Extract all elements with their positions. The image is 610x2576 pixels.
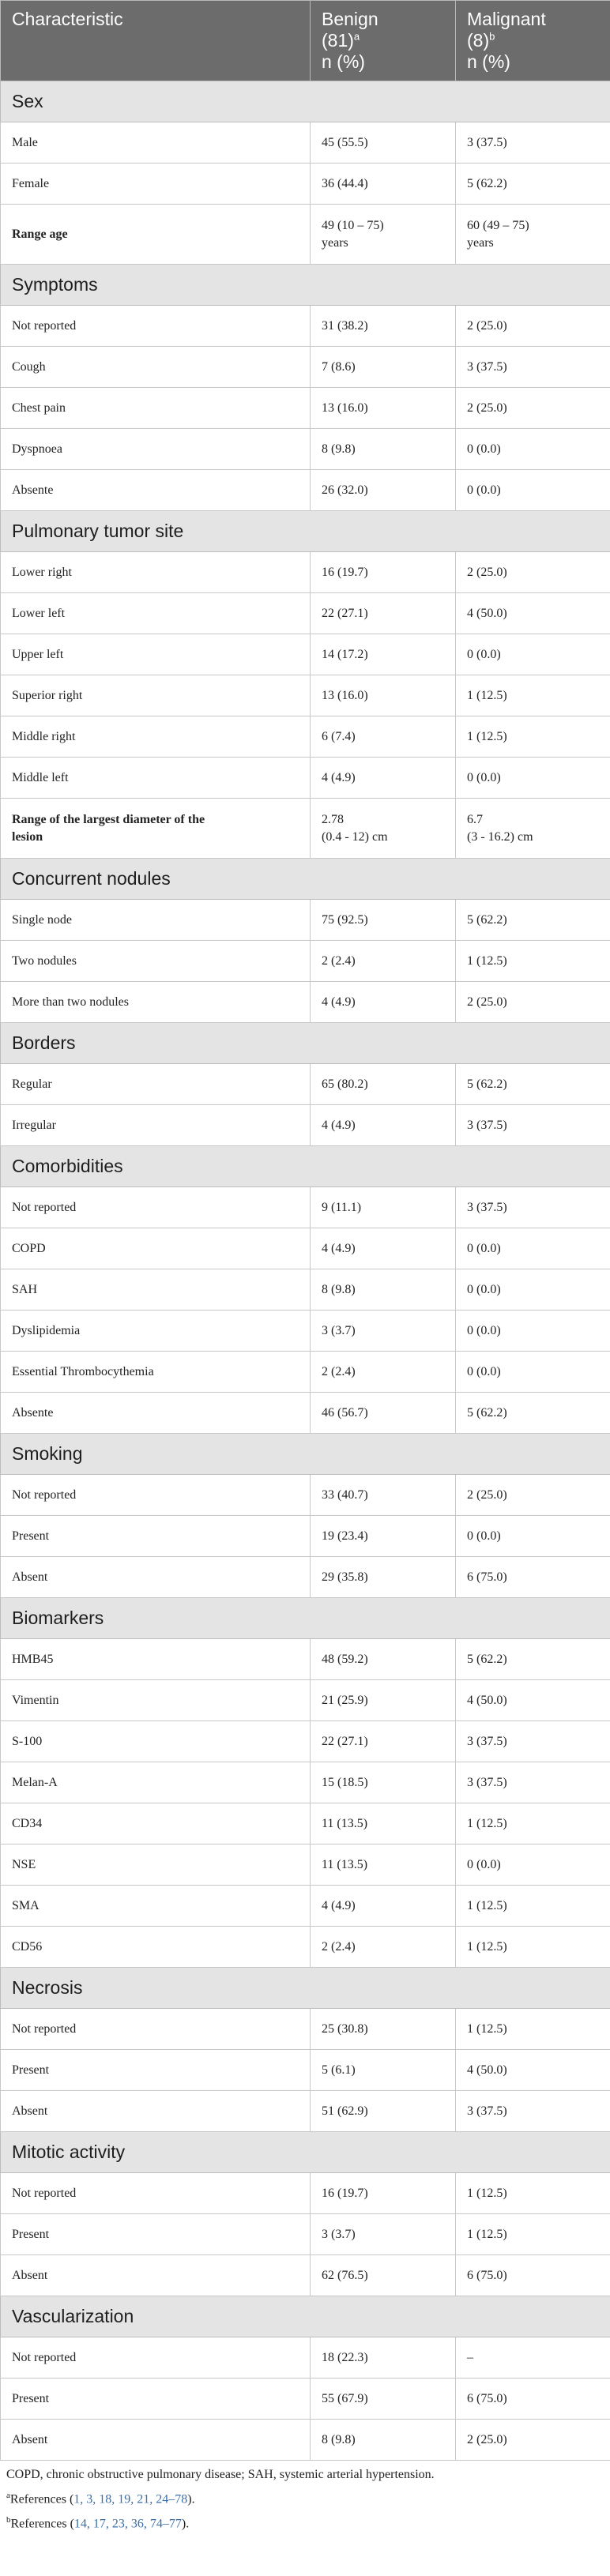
benign-value: 18 (22.3) bbox=[311, 2337, 456, 2379]
row-label: Female bbox=[1, 164, 311, 205]
section-header-row bbox=[1, 1434, 610, 1475]
header-benign-count: (81) bbox=[322, 30, 354, 51]
row-label: Not reported bbox=[1, 306, 311, 347]
benign-value: 16 (19.7) bbox=[311, 2173, 456, 2214]
section-title: Symptoms bbox=[1, 265, 610, 306]
benign-value: 22 (27.1) bbox=[311, 593, 456, 634]
footnote-a-mark: a bbox=[6, 2491, 10, 2500]
benign-value: 75 (92.5) bbox=[311, 900, 456, 941]
table-row bbox=[1, 1721, 610, 1762]
section-title: Comorbidities bbox=[1, 1146, 610, 1187]
table-row bbox=[1, 799, 610, 859]
malignant-value: 6.7 (3 - 16.2) cm bbox=[456, 799, 610, 859]
malignant-value: 3 (37.5) bbox=[456, 122, 610, 164]
benign-value: 8 (9.8) bbox=[311, 2420, 456, 2461]
footnote-a bbox=[6, 2487, 604, 2508]
table-row bbox=[1, 634, 610, 675]
benign-value: 55 (67.9) bbox=[311, 2379, 456, 2420]
table-row bbox=[1, 2173, 610, 2214]
table-row bbox=[1, 1475, 610, 1516]
row-label: Present bbox=[1, 2214, 311, 2255]
table-row bbox=[1, 2050, 610, 2091]
table-row bbox=[1, 1762, 610, 1803]
benign-value: 31 (38.2) bbox=[311, 306, 456, 347]
row-label: Melan-A bbox=[1, 1762, 311, 1803]
malignant-value: 4 (50.0) bbox=[456, 2050, 610, 2091]
row-label: Upper left bbox=[1, 634, 311, 675]
section-header-row bbox=[1, 81, 610, 122]
table-row bbox=[1, 388, 610, 429]
row-label: Present bbox=[1, 2379, 311, 2420]
table-row bbox=[1, 164, 610, 205]
table-row bbox=[1, 1311, 610, 1352]
table-row bbox=[1, 2337, 610, 2379]
header-benign-unit: n (%) bbox=[322, 51, 365, 72]
benign-value: 13 (16.0) bbox=[311, 388, 456, 429]
malignant-value: 0 (0.0) bbox=[456, 634, 610, 675]
row-label: Vimentin bbox=[1, 1680, 311, 1721]
table-row bbox=[1, 1105, 610, 1146]
section-header-row bbox=[1, 1598, 610, 1639]
benign-value: 29 (35.8) bbox=[311, 1557, 456, 1598]
benign-value: 8 (9.8) bbox=[311, 1269, 456, 1311]
row-label: Cough bbox=[1, 347, 311, 388]
malignant-value: 1 (12.5) bbox=[456, 2009, 610, 2050]
table-row bbox=[1, 1187, 610, 1228]
section-title: Smoking bbox=[1, 1434, 610, 1475]
row-label: COPD bbox=[1, 1228, 311, 1269]
footnote-b-references[interactable]: 14, 17, 23, 36, 74–77 bbox=[73, 2517, 182, 2531]
malignant-value: 3 (37.5) bbox=[456, 1721, 610, 1762]
table-row bbox=[1, 306, 610, 347]
benign-value: 5 (6.1) bbox=[311, 2050, 456, 2091]
benign-value: 9 (11.1) bbox=[311, 1187, 456, 1228]
table-row bbox=[1, 1228, 610, 1269]
benign-value: 2 (2.4) bbox=[311, 1352, 456, 1393]
section-header-row bbox=[1, 859, 610, 900]
footnote-a-references[interactable]: 1, 3, 18, 19, 21, 24–78 bbox=[73, 2492, 188, 2506]
benign-value: 62 (76.5) bbox=[311, 2255, 456, 2296]
benign-value: 25 (30.8) bbox=[311, 2009, 456, 2050]
benign-value: 48 (59.2) bbox=[311, 1639, 456, 1680]
malignant-value: 5 (62.2) bbox=[456, 1393, 610, 1434]
footnotes bbox=[0, 2461, 610, 2533]
row-label: Two nodules bbox=[1, 941, 311, 982]
footnote-abbreviations: COPD, chronic obstructive pulmonary disease; SAH, systemic arterial hypertension. bbox=[6, 2468, 435, 2481]
header-malignant-count: (8) bbox=[467, 30, 490, 51]
malignant-value: 5 (62.2) bbox=[456, 1639, 610, 1680]
malignant-value: 1 (12.5) bbox=[456, 2173, 610, 2214]
benign-value: 13 (16.0) bbox=[311, 675, 456, 716]
table-row bbox=[1, 2420, 610, 2461]
header-malignant bbox=[456, 1, 610, 81]
benign-value: 45 (55.5) bbox=[311, 122, 456, 164]
benign-value: 33 (40.7) bbox=[311, 1475, 456, 1516]
malignant-value: 1 (12.5) bbox=[456, 716, 610, 758]
section-title: Sex bbox=[1, 81, 610, 122]
row-label: Irregular bbox=[1, 1105, 311, 1146]
malignant-value: 3 (37.5) bbox=[456, 2091, 610, 2132]
table-row bbox=[1, 2214, 610, 2255]
table-row bbox=[1, 205, 610, 265]
malignant-value: 0 (0.0) bbox=[456, 1311, 610, 1352]
table-row bbox=[1, 941, 610, 982]
row-label: Not reported bbox=[1, 2173, 311, 2214]
table-row bbox=[1, 2379, 610, 2420]
malignant-value: 4 (50.0) bbox=[456, 1680, 610, 1721]
malignant-value: 6 (75.0) bbox=[456, 2255, 610, 2296]
malignant-value: 0 (0.0) bbox=[456, 429, 610, 470]
malignant-value: 2 (25.0) bbox=[456, 388, 610, 429]
malignant-value: 6 (75.0) bbox=[456, 2379, 610, 2420]
section-header-row bbox=[1, 1023, 610, 1064]
malignant-value: 0 (0.0) bbox=[456, 1352, 610, 1393]
row-label: Absente bbox=[1, 470, 311, 511]
table-row bbox=[1, 1064, 610, 1105]
row-label: SAH bbox=[1, 1269, 311, 1311]
malignant-value: 3 (37.5) bbox=[456, 347, 610, 388]
benign-value: 6 (7.4) bbox=[311, 716, 456, 758]
malignant-value: 1 (12.5) bbox=[456, 941, 610, 982]
benign-value: 36 (44.4) bbox=[311, 164, 456, 205]
row-label: Absent bbox=[1, 2091, 311, 2132]
benign-value: 26 (32.0) bbox=[311, 470, 456, 511]
benign-value: 3 (3.7) bbox=[311, 2214, 456, 2255]
row-label: Dyslipidemia bbox=[1, 1311, 311, 1352]
malignant-value: 60 (49 – 75) years bbox=[456, 205, 610, 265]
table-row bbox=[1, 675, 610, 716]
table-row bbox=[1, 552, 610, 593]
row-label: SMA bbox=[1, 1886, 311, 1927]
benign-value: 11 (13.5) bbox=[311, 1803, 456, 1845]
row-label: Absent bbox=[1, 1557, 311, 1598]
table-row bbox=[1, 1393, 610, 1434]
table-row bbox=[1, 1639, 610, 1680]
malignant-value: 2 (25.0) bbox=[456, 306, 610, 347]
row-label: Present bbox=[1, 2050, 311, 2091]
header-benign-title: Benign bbox=[322, 9, 378, 29]
table-row bbox=[1, 982, 610, 1023]
malignant-value: 3 (37.5) bbox=[456, 1762, 610, 1803]
malignant-value: 5 (62.2) bbox=[456, 900, 610, 941]
table-row bbox=[1, 1680, 610, 1721]
row-label: More than two nodules bbox=[1, 982, 311, 1023]
malignant-value: – bbox=[456, 2337, 610, 2379]
benign-value: 49 (10 – 75) years bbox=[311, 205, 456, 265]
benign-value: 2 (2.4) bbox=[311, 1927, 456, 1968]
table-row bbox=[1, 593, 610, 634]
row-label: Dyspnoea bbox=[1, 429, 311, 470]
table-row bbox=[1, 1803, 610, 1845]
malignant-value: 3 (37.5) bbox=[456, 1105, 610, 1146]
malignant-value: 1 (12.5) bbox=[456, 675, 610, 716]
malignant-value: 0 (0.0) bbox=[456, 1269, 610, 1311]
row-label: Superior right bbox=[1, 675, 311, 716]
row-label: Regular bbox=[1, 1064, 311, 1105]
table-row bbox=[1, 1845, 610, 1886]
table-row bbox=[1, 1269, 610, 1311]
row-label: S-100 bbox=[1, 1721, 311, 1762]
malignant-value: 0 (0.0) bbox=[456, 758, 610, 799]
row-label: Not reported bbox=[1, 2337, 311, 2379]
section-title: Pulmonary tumor site bbox=[1, 511, 610, 552]
table-row bbox=[1, 347, 610, 388]
row-label: HMB45 bbox=[1, 1639, 311, 1680]
section-title: Biomarkers bbox=[1, 1598, 610, 1639]
benign-value: 8 (9.8) bbox=[311, 429, 456, 470]
malignant-value: 1 (12.5) bbox=[456, 1927, 610, 1968]
benign-value: 3 (3.7) bbox=[311, 1311, 456, 1352]
row-label: Not reported bbox=[1, 2009, 311, 2050]
header-malignant-unit: n (%) bbox=[467, 51, 510, 72]
malignant-value: 0 (0.0) bbox=[456, 1516, 610, 1557]
benign-value: 2.78 (0.4 - 12) cm bbox=[311, 799, 456, 859]
row-label: Lower right bbox=[1, 552, 311, 593]
benign-value: 15 (18.5) bbox=[311, 1762, 456, 1803]
benign-value: 19 (23.4) bbox=[311, 1516, 456, 1557]
benign-value: 21 (25.9) bbox=[311, 1680, 456, 1721]
benign-value: 11 (13.5) bbox=[311, 1845, 456, 1886]
table-row bbox=[1, 758, 610, 799]
table-row bbox=[1, 900, 610, 941]
table-row bbox=[1, 1352, 610, 1393]
row-label: Chest pain bbox=[1, 388, 311, 429]
table-row bbox=[1, 2009, 610, 2050]
table-row bbox=[1, 1927, 610, 1968]
row-label: Absent bbox=[1, 2255, 311, 2296]
section-title: Necrosis bbox=[1, 1968, 610, 2009]
malignant-value: 5 (62.2) bbox=[456, 1064, 610, 1105]
table-row bbox=[1, 2091, 610, 2132]
benign-value: 4 (4.9) bbox=[311, 1105, 456, 1146]
header-characteristic bbox=[1, 1, 311, 81]
row-label: Not reported bbox=[1, 1475, 311, 1516]
section-title: Vascularization bbox=[1, 2296, 610, 2337]
benign-value: 46 (56.7) bbox=[311, 1393, 456, 1434]
benign-value: 51 (62.9) bbox=[311, 2091, 456, 2132]
footnote-b bbox=[6, 2511, 604, 2533]
row-label: CD34 bbox=[1, 1803, 311, 1845]
row-label: Present bbox=[1, 1516, 311, 1557]
footnote-b-prefix: References ( bbox=[10, 2517, 74, 2531]
table-body bbox=[1, 81, 610, 2461]
malignant-value: 3 (37.5) bbox=[456, 1187, 610, 1228]
benign-value: 4 (4.9) bbox=[311, 1886, 456, 1927]
row-label: CD56 bbox=[1, 1927, 311, 1968]
header-malignant-title: Malignant bbox=[467, 9, 546, 29]
table-row bbox=[1, 429, 610, 470]
benign-value: 4 (4.9) bbox=[311, 758, 456, 799]
benign-value: 2 (2.4) bbox=[311, 941, 456, 982]
section-header-row bbox=[1, 511, 610, 552]
section-header-row bbox=[1, 2296, 610, 2337]
table-row bbox=[1, 1557, 610, 1598]
benign-value: 4 (4.9) bbox=[311, 1228, 456, 1269]
malignant-value: 2 (25.0) bbox=[456, 2420, 610, 2461]
footnote-b-mark: b bbox=[6, 2515, 11, 2525]
row-label: Lower left bbox=[1, 593, 311, 634]
row-label: Male bbox=[1, 122, 311, 164]
table-row bbox=[1, 470, 610, 511]
row-label: Absente bbox=[1, 1393, 311, 1434]
row-label: Range of the largest diameter of the lesion bbox=[1, 799, 311, 859]
benign-value: 14 (17.2) bbox=[311, 634, 456, 675]
malignant-value: 6 (75.0) bbox=[456, 1557, 610, 1598]
malignant-value: 5 (62.2) bbox=[456, 164, 610, 205]
row-label: Single node bbox=[1, 900, 311, 941]
malignant-value: 1 (12.5) bbox=[456, 1886, 610, 1927]
section-title: Borders bbox=[1, 1023, 610, 1064]
section-title: Mitotic activity bbox=[1, 2132, 610, 2173]
header-characteristic-label: Characteristic bbox=[12, 9, 123, 29]
table-header bbox=[1, 1, 610, 81]
malignant-value: 4 (50.0) bbox=[456, 593, 610, 634]
table-row bbox=[1, 716, 610, 758]
malignant-value: 1 (12.5) bbox=[456, 2214, 610, 2255]
benign-value: 7 (8.6) bbox=[311, 347, 456, 388]
row-label: Middle left bbox=[1, 758, 311, 799]
malignant-value: 0 (0.0) bbox=[456, 1228, 610, 1269]
malignant-value: 2 (25.0) bbox=[456, 552, 610, 593]
section-header-row bbox=[1, 2132, 610, 2173]
benign-value: 65 (80.2) bbox=[311, 1064, 456, 1105]
footnote-a-suffix: ). bbox=[187, 2492, 195, 2506]
table-row bbox=[1, 2255, 610, 2296]
section-header-row bbox=[1, 1968, 610, 2009]
malignant-value: 0 (0.0) bbox=[456, 470, 610, 511]
section-header-row bbox=[1, 265, 610, 306]
row-label: Absent bbox=[1, 2420, 311, 2461]
row-label: Essential Thrombocythemia bbox=[1, 1352, 311, 1393]
benign-value: 22 (27.1) bbox=[311, 1721, 456, 1762]
header-benign-sup: a bbox=[353, 30, 360, 43]
table-row bbox=[1, 1886, 610, 1927]
row-label: Range age bbox=[1, 205, 311, 265]
malignant-value: 1 (12.5) bbox=[456, 1803, 610, 1845]
header-benign bbox=[311, 1, 456, 81]
benign-value: 4 (4.9) bbox=[311, 982, 456, 1023]
row-label: Middle right bbox=[1, 716, 311, 758]
header-malignant-sup: b bbox=[489, 30, 495, 43]
malignant-value: 2 (25.0) bbox=[456, 1475, 610, 1516]
malignant-value: 2 (25.0) bbox=[456, 982, 610, 1023]
benign-value: 16 (19.7) bbox=[311, 552, 456, 593]
footnote-a-prefix: References ( bbox=[9, 2492, 74, 2506]
section-header-row bbox=[1, 1146, 610, 1187]
row-label: NSE bbox=[1, 1845, 311, 1886]
table-row bbox=[1, 1516, 610, 1557]
section-title: Concurrent nodules bbox=[1, 859, 610, 900]
footnote-b-suffix: ). bbox=[181, 2517, 190, 2531]
table-row bbox=[1, 122, 610, 164]
row-label: Not reported bbox=[1, 1187, 311, 1228]
malignant-value: 0 (0.0) bbox=[456, 1845, 610, 1886]
